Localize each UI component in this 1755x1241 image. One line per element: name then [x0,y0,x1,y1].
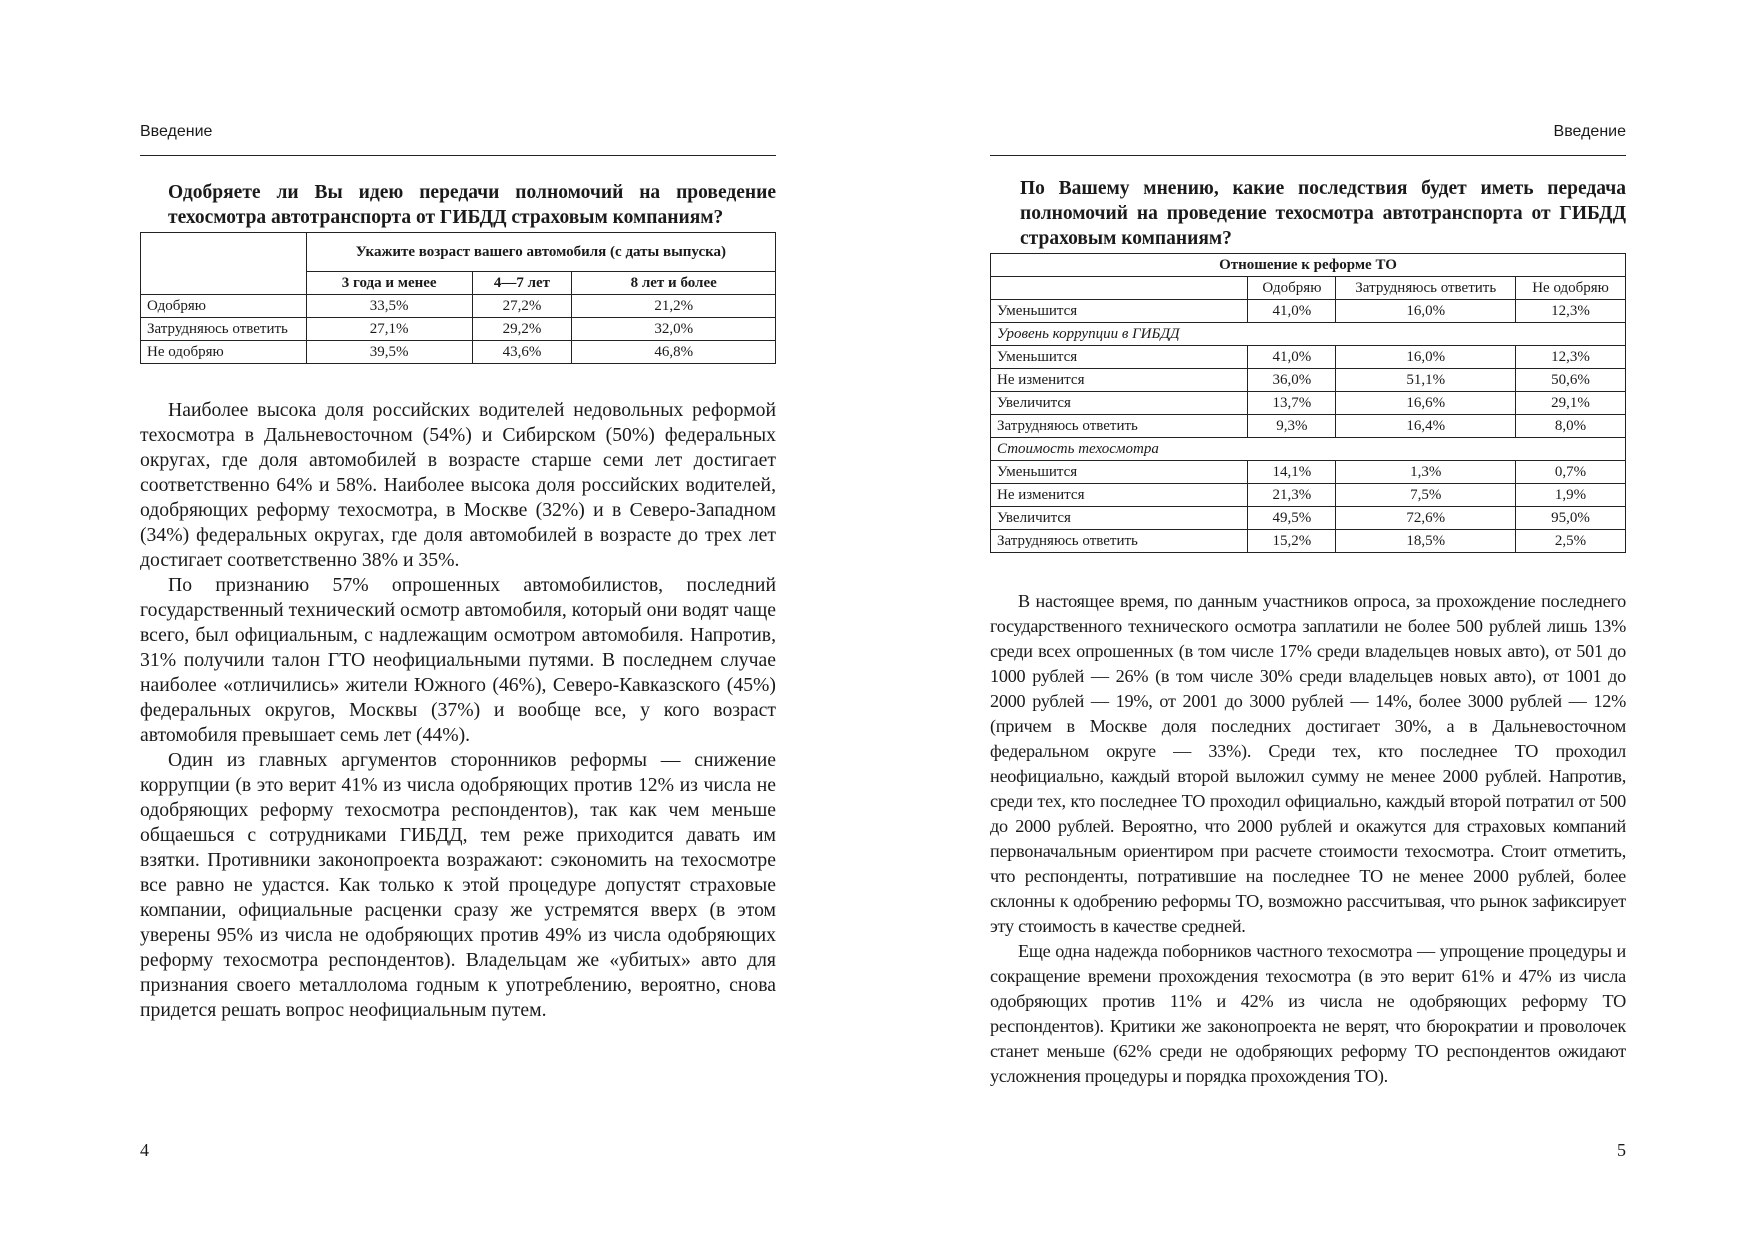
table-cell: 8,0% [1516,415,1626,438]
table-corner-cell [991,277,1248,300]
column-header: Одобряю [1248,277,1336,300]
row-label: Увеличится [991,392,1248,415]
paragraph: Еще одна надежда поборников частного техосмотра — упрощение процедуры и сокращение времени прохождения техосмотра (в это верит 61% и 47% из числа одобряющих против 11% и 42% из числа не одобряющих реформу ТО респондентов). Критики же законопроекта не верят, что бюрократии и проволочек станет меньше (62% среди не одобряющих реформу ТО респондентов ожидают усложнения процедуры и порядка прохождения ТО). [990,941,1626,1086]
body-text [990,589,1626,1089]
table-cell: 95,0% [1516,507,1626,530]
table-cell: 1,9% [1516,484,1626,507]
table-cell: 16,4% [1336,415,1516,438]
header-rule [990,155,1626,156]
table-cell: 15,2% [1248,530,1336,553]
table-row [141,295,776,318]
column-header: 8 лет и более [572,272,776,295]
table-cell: 16,0% [1336,300,1516,323]
table-cell: 51,1% [1336,369,1516,392]
paragraph: По признанию 57% опрошенных автомобилистов, последний государственный технический осмотр автомобиля, который они водят чаще всего, был официальным, с надлежащим осмотром автомобиля. Напротив, 31% получили талон ГТО неофициальными путями. В последнем случае наиболее «отличились» жители Южного (46%), Северо-Кавказского (45%) федеральных округов, Москвы (37%) и вообще все, у кого возраст автомобиля превышает семь лет (44%). [140,574,776,746]
row-label: Затрудняюсь ответить [991,530,1248,553]
table-cell: 50,6% [1516,369,1626,392]
section-title: Уровень коррупции в ГИБДД [991,323,1626,346]
column-header: 4—7 лет [472,272,572,295]
paragraph: Наиболее высока доля российских водителей недовольных реформой техосмотра в Дальневосточном (54%) и Сибирском (50%) федеральных округах, где доля автомобилей в возрасте старше семи лет достигает соответственно 64% и 58%. Наиболее высока доля российских водителей, одобряющих реформу техосмотра, в Москве (32%) и в Северо-Западном (34%) федеральных округах, где доля автомобилей в возрасте до трех лет достигает соответственно 38% и 35%. [140,399,776,571]
column-header: Затрудняюсь ответить [1336,277,1516,300]
question-title: По Вашему мнению, какие последствия будет иметь передача полномочий на проведение техосмотра автотранспорта от ГИБДД страховым компаниям? [1020,178,1626,249]
table-cell: 21,2% [572,295,776,318]
table-cell: 18,5% [1336,530,1516,553]
table-cell: 12,3% [1516,346,1626,369]
page-number: 5 [1617,1140,1626,1160]
table-row [991,507,1626,530]
table-cell: 13,7% [1248,392,1336,415]
body-text [140,398,776,1023]
table-cell: 46,8% [572,341,776,364]
row-label: Затрудняюсь ответить [141,318,307,341]
row-label: Уменьшится [991,461,1248,484]
paragraph: В настоящее время, по данным участников опроса, за прохождение последнего государственного технического осмотра заплатили не более 500 рублей лишь 13% среди всех опрошенных (в том числе 17% среди владельцев новых авто), от 501 до 1000 рублей — 26% (в том числе 30% среди владельцев новых авто), от 1001 до 2000 рублей — 19%, от 2001 до 3000 рублей — 14%, более 3000 рублей — 12% (причем в Москве доля последних достигает 30%, а в Дальневосточном федеральном округе — 33%). Среди тех, кто последнее ТО проходил неофициально, каждый второй выложил сумму не менее 2000 рублей. Напротив, среди тех, кто последнее ТО проходил официально, каждый второй потратил от 500 до 2000 рублей. Вероятно, что 2000 рублей и окажутся для страховых компаний первоначальным ориентиром при расчете стоимости техосмотра. Стоит отметить, что респонденты, потратившие на последнее ТО не менее 2000 рублей, более склонны к одобрению реформы ТО, возможно рассчитывая, что рынок зафиксирует эту стоимость в качестве средней. [990,591,1626,936]
table-row [991,392,1626,415]
running-head: Введение [1553,123,1626,140]
table-cell: 12,3% [1516,300,1626,323]
table-cell: 39,5% [306,341,472,364]
table-cell: 7,5% [1336,484,1516,507]
column-header: Не одобряю [1516,277,1626,300]
table-cell: 1,3% [1336,461,1516,484]
table-row [991,346,1626,369]
table-cell: 29,2% [472,318,572,341]
table-cell: 49,5% [1248,507,1336,530]
table-cell: 32,0% [572,318,776,341]
table-row [991,300,1626,323]
table-cell: 27,2% [472,295,572,318]
table-cell: 14,1% [1248,461,1336,484]
table-cell: 41,0% [1248,300,1336,323]
table-row [991,530,1626,553]
table-row [141,341,776,364]
table-row [991,461,1626,484]
table-cell: 9,3% [1248,415,1336,438]
table-cell: 16,0% [1336,346,1516,369]
table-row [991,415,1626,438]
row-label: Одобряю [141,295,307,318]
table-corner-cell [141,233,307,295]
row-label: Не изменится [991,369,1248,392]
table-cell: 41,0% [1248,346,1336,369]
row-label: Уменьшится [991,300,1248,323]
table-group-header: Укажите возраст вашего автомобиля (с даты выпуска) [306,233,775,272]
table-cell: 33,5% [306,295,472,318]
question-title: Одобряете ли Вы идею передачи полномочий на проведение техосмотра автотранспорта от ГИБДД страховым компаниям? [168,182,776,228]
table-cell: 0,7% [1516,461,1626,484]
column-header: 3 года и менее [306,272,472,295]
header-rule [140,155,776,156]
table-cell: 16,6% [1336,392,1516,415]
table-cell: 27,1% [306,318,472,341]
running-head: Введение [140,123,213,140]
table-cell: 21,3% [1248,484,1336,507]
table-cell: 36,0% [1248,369,1336,392]
table-cell: 2,5% [1516,530,1626,553]
table-cell: 72,6% [1336,507,1516,530]
section-title: Стоимость техосмотра [991,438,1626,461]
car-age-table [140,232,776,364]
table-cell: 29,1% [1516,392,1626,415]
reform-consequences-table [990,253,1626,553]
row-label: Уменьшится [991,346,1248,369]
page-number: 4 [140,1140,149,1160]
table-row [991,484,1626,507]
table-row [991,369,1626,392]
table-row [141,318,776,341]
row-label: Увеличится [991,507,1248,530]
row-label: Не одобряю [141,341,307,364]
table-group-header: Отношение к реформе ТО [991,254,1626,277]
row-label: Не изменится [991,484,1248,507]
row-label: Затрудняюсь ответить [991,415,1248,438]
paragraph: Один из главных аргументов сторонников реформы — снижение коррупции (в это верит 41% из числа одобряющих против 12% из числа не одобряющих реформу техосмотра респондентов), так как чем меньше общаешься с сотрудниками ГИБДД, тем реже приходится давать им взятки. Противники законопроекта возражают: сэкономить на техосмотре все равно не удастся. Как только к этой процедуре допустят страховые компании, официальные расценки сразу же устремятся вверх (в этом уверены 95% из числа не одобряющих против 49% из числа одобряющих реформу техосмотра респондентов). Владельцам же «убитых» авто для признания своего металлолома годным к употреблению, вероятно, снова придется решать вопрос неофициальным путем. [140,749,776,1021]
table-cell: 43,6% [472,341,572,364]
